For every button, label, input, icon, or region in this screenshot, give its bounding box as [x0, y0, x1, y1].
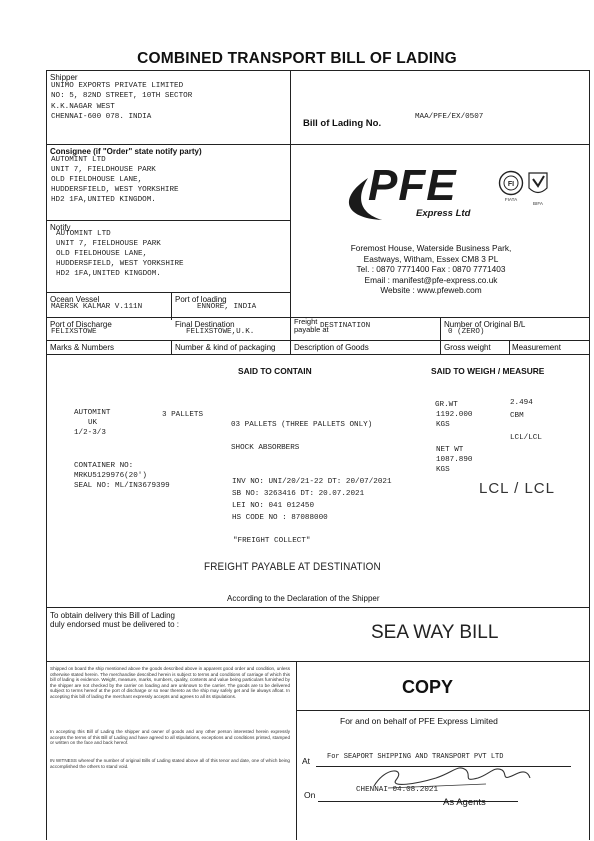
notify-line-3: OLD FIELDHOUSE LANE, [56, 250, 148, 258]
final-destination-value: FELIXSTOWE,U.K. [186, 328, 255, 336]
rule [296, 661, 297, 840]
rule [46, 354, 590, 355]
goods-line-1: 03 PALLETS (THREE PALLETS ONLY) [231, 421, 373, 429]
marks-line-1: AUTOMINT [74, 409, 111, 417]
packages-value: 3 PALLETS [162, 411, 204, 419]
measure-unit: CBM [510, 412, 524, 420]
invoice-line-3: LEI NO: 041 012450 [232, 502, 315, 510]
company-address [291, 243, 571, 296]
measure-value: 2.494 [510, 399, 533, 407]
notify-line-2: UNIT 7, FIELDHOUSE PARK [56, 240, 161, 248]
sea-way-bill: SEA WAY BILL [371, 622, 499, 643]
consignee-line-5: HD2 1FA,UNITED KINGDOM. [51, 196, 156, 204]
port-discharge-value: FELIXSTOWE [51, 328, 97, 336]
rule [171, 292, 172, 320]
shipper-line-1: UNIMO EXPORTS PRIVATE LIMITED [51, 82, 184, 90]
rule [46, 661, 590, 662]
notify-label: Notify [50, 223, 71, 232]
fiata-badge-icon [498, 170, 524, 196]
pfe-logo [338, 160, 490, 228]
document-title: COMBINED TRANSPORT BILL OF LADING [137, 50, 457, 67]
port-loading-label: Port of loading [175, 295, 227, 304]
invoice-line-4: HS CODE NO : 87088000 [232, 514, 328, 522]
notify-line-5: HD2 1FA,UNITED KINGDOM. [56, 270, 161, 278]
net-weight-label: NET WT [436, 446, 464, 454]
rule [46, 144, 290, 145]
gross-weight-label: GR.WT [435, 401, 458, 409]
company-address-1: Foremost House, Waterside Business Park, [350, 243, 512, 253]
badge2-label: BIFA [533, 201, 543, 206]
consignee-line-2: UNIT 7, FIELDHOUSE PARK [51, 166, 156, 174]
said-to-contain: SAID TO CONTAIN [238, 366, 312, 376]
rule [171, 340, 172, 354]
said-to-weigh: SAID TO WEIGH / MEASURE [431, 366, 545, 376]
consignee-line-1: AUTOMINT LTD [51, 156, 106, 164]
consignee-line-3: OLD FIELDHOUSE LANE, [51, 176, 143, 184]
gross-weight-value: 1192.000 [436, 411, 473, 419]
final-destination-label: Final Destination [175, 320, 235, 329]
declaration: According to the Declaration of the Shipper [227, 594, 380, 603]
frame-left [46, 70, 47, 840]
rule [440, 340, 441, 354]
col-measurement: Measurement [512, 343, 561, 352]
at-value: For SEAPORT SHIPPING AND TRANSPORT PVT LTD [327, 753, 504, 761]
col-goods: Description of Goods [294, 343, 369, 352]
frame-top [46, 70, 590, 71]
pfe-logo-sub: Express Ltd [416, 208, 471, 219]
col-marks: Marks & Numbers [50, 343, 115, 352]
pfe-logo-text: PFE [368, 161, 457, 210]
container-number: MRKU5129976(20') [74, 472, 147, 480]
company-address-2: Eastways, Witham, Essex CM8 3 PL [363, 253, 499, 264]
net-weight-value: 1087.890 [436, 456, 473, 464]
svg-text:FI: FI [507, 181, 515, 188]
delivery-label-2: duly endorsed must be delivered to : [50, 620, 179, 629]
terms-1: Shipped on board the ship mentioned above the goods described above in apparent good order and condition, unless otherwise stated herein. The merchandise described herein is subject to terms and conditions of carriage of which this bill of lading is evidence. Weight, measure, marks, numbers, quality, contents and value being particulars furnished by the shipper are not checked by the carrier on loading and are unknown to the carrier. The goods are to be delivered subject to terms hereof at the port of discharge or so near thereto as the ship may safely get and lie always afloat. In accepting this bill of lading the merchant expressly accepts and agrees to all its stipulations. [50, 666, 290, 699]
invoice-line-2: SB NO: 3263416 DT: 20.07.2021 [232, 490, 365, 498]
freight-payable-label: Freight payable at [294, 317, 329, 334]
bl-number-value: MAA/PFE/EX/0507 [415, 113, 484, 121]
terms-2: In accepting this Bill of Lading the shipper and owner of goods and any other person interested herein expressly accepts the terms of this Bill of Lading and have agreed to all stipulations, exceptions and conditions printed, stamped or written on the face and back hereof. [50, 729, 290, 746]
gross-weight-unit: KGS [436, 421, 450, 429]
copy-label: COPY [402, 677, 454, 697]
bl-number-label: Bill of Lading No. [303, 118, 382, 129]
notify-line-1: AUTOMINT LTD [56, 230, 111, 238]
rule [46, 220, 290, 221]
at-label: At [302, 756, 311, 766]
rule [46, 292, 290, 293]
freight-collect: "FREIGHT COLLECT" [233, 537, 311, 545]
lcl-stamp: LCL / LCL [479, 480, 555, 497]
rule [296, 710, 590, 711]
shipper-line-4: CHENNAI-600 078. INDIA [51, 113, 152, 121]
col-packages: Number & kind of packaging [175, 343, 276, 352]
marks-line-3: 1/2-3/3 [74, 429, 106, 437]
bifa-badge-icon [526, 170, 550, 200]
container-label: CONTAINER NO: [74, 462, 134, 470]
rule [290, 340, 291, 354]
original-bl-value: 0 (ZERO) [448, 328, 485, 336]
goods-line-3: SHOCK ABSORBERS [231, 444, 300, 452]
consignee-line-4: HUDDERSFIELD, WEST YORKSHIRE [51, 186, 179, 194]
rule [440, 317, 441, 340]
original-bl-label: Number of Original B/L [444, 320, 526, 329]
container-seal: SEAL NO: ML/IN3679399 [74, 482, 170, 490]
freight-payable-value: DESTINATION [320, 322, 371, 330]
on-value: CHENNAI 04.08.2021 [356, 786, 439, 794]
port-discharge-label: Port of Discharge [50, 320, 112, 329]
frame-right [589, 70, 590, 840]
invoice-line-1: INV NO: UNI/20/21-22 DT: 20/07/2021 [232, 478, 392, 486]
delivery-label-1: To obtain delivery this Bill of Lading [50, 611, 175, 620]
rule [290, 144, 590, 145]
col-gross: Gross weight [444, 343, 491, 352]
notify-line-4: HUDDERSFIELD, WEST YORKSHIRE [56, 260, 184, 268]
rule [46, 607, 590, 608]
shipper-line-3: K.K.NAGAR WEST [51, 103, 115, 111]
company-website: Website : www.pfeweb.com [380, 285, 482, 296]
port-loading-value: ENNORE, INDIA [197, 303, 257, 311]
rule [318, 801, 518, 802]
freight-stamp: FREIGHT PAYABLE AT DESTINATION [204, 561, 381, 573]
terms-3: IN WITNESS whereof the number of original Bills of Lading stated above all of this tenor and date, one of which being accomplished the others to stand void. [50, 758, 290, 769]
vessel-label: Ocean Vessel [50, 295, 100, 304]
net-weight-unit: KGS [436, 466, 450, 474]
vessel-value: MAERSK KALMAR V.111N [51, 303, 143, 311]
badge1-label: FIATA [504, 197, 518, 202]
rule [290, 317, 291, 340]
company-email: Email : manifest@pfe-express.co.uk [364, 274, 498, 285]
behalf-label: For and on behalf of PFE Express Limited [340, 716, 498, 726]
measure-type: LCL/LCL [510, 434, 542, 442]
as-agents: As Agents [443, 797, 486, 808]
marks-line-2: UK [88, 419, 98, 427]
rule [509, 340, 510, 354]
shipper-label: Shipper [50, 73, 78, 82]
consignee-label: Consignee (if "Order" state notify party) [50, 147, 202, 156]
shipper-line-2: NO: 5, 82ND STREET, 10TH SECTOR [51, 92, 193, 100]
on-label: On [304, 790, 316, 800]
company-phone: Tel. : 0870 7771400 Fax : 0870 7771403 [356, 264, 506, 275]
